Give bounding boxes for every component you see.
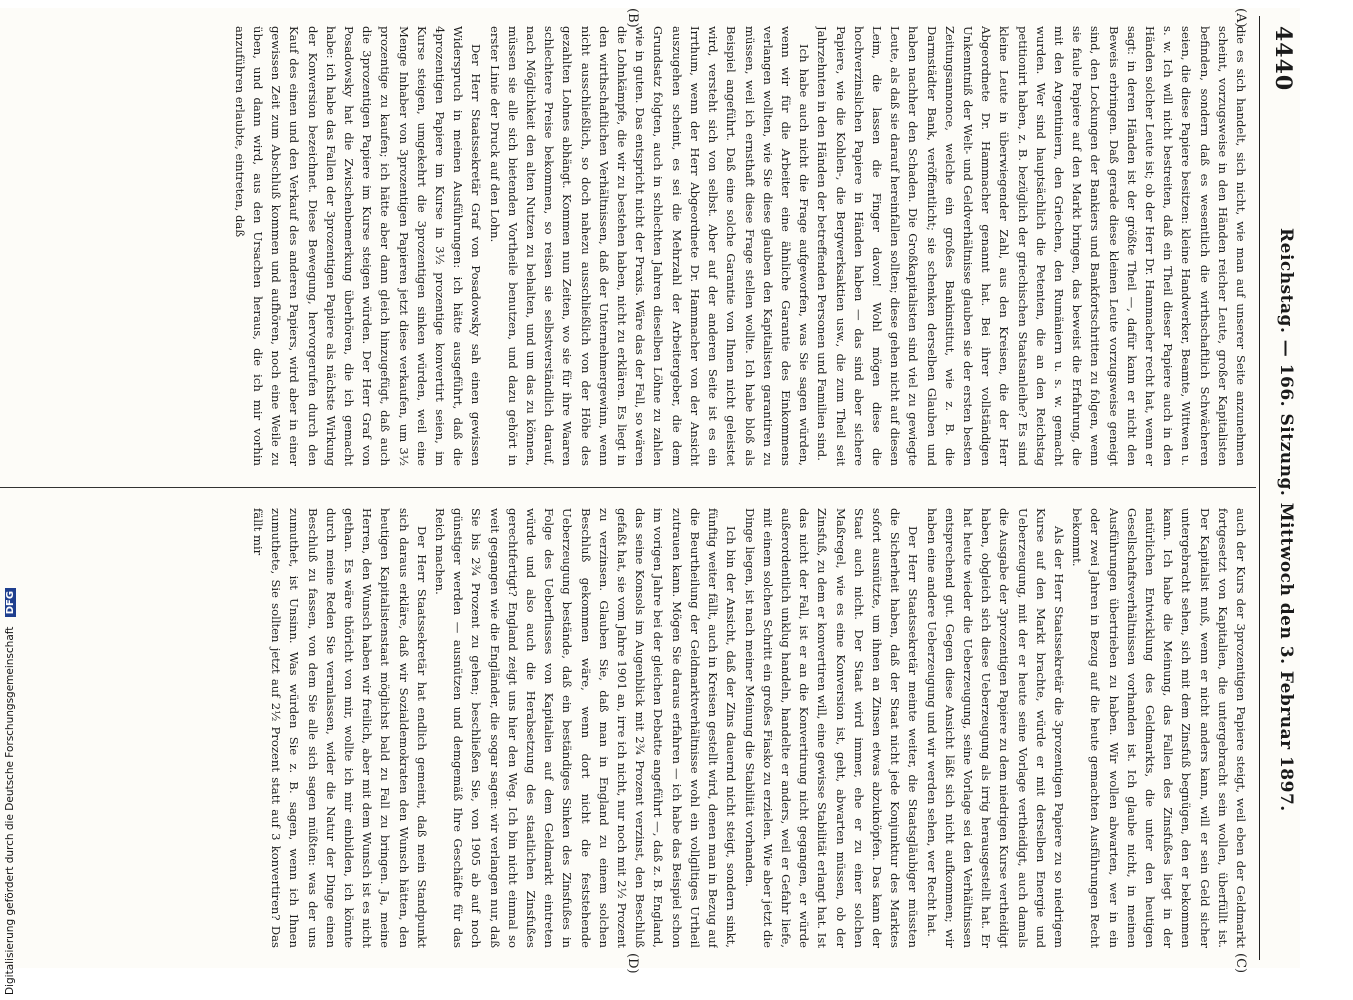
paragraph: Ich bin der Ansicht, daß der Zins dauernd nicht steigt, sondern sinkt, fünftig weiter fällt, auch in Kreisen gestellt wird, denen man in Bezug auf die Beurtheilung der Geldmarktverhältnisse wohl ein vollgiltiges Urtheil zutrauen kann. Mögen Sie daraus erfahren — ich habe das Beispiel schon im vorigen Jahre bei der gleichen Debatte angeführt —, daß z. B. England, das seine Konsols im Augenblick mit 2¾ Prozent verzinst, den Beschluß gefaßt hat, sie vom Jahre 1901 an, irre ich nicht, nur noch mit 2½ Prozent zu verzinsen. Glauben Sie, daß man in England zu einem solchen Beschluß gekommen wäre, wenn dort nicht die feststehende Ueberzeugung bestände, daß ein beständiges Sinken des Zinsfußes in Folge des Ueberflusses von Kapitalien auf dem Geldmarkt eintreten würde und also auch die Herabsetzung des staatlichen Zinsfußes gerechtfertigt? England zeigt uns hier den Weg. Ich bin nicht einmal so weit gegangen wie die Engländer, die sogar sagen: wir verlangen nur, daß Sie bis 2¾ Prozent zu gehen; beschließen Sie, von 1905 ab auf noch günstiger werden — ausnützen und demgemäß Ihre Geschäfte für das Reich machen. (433, 508, 739, 948)
margin-marker-b: (B) (625, 8, 640, 28)
document-page (0, 8, 1300, 974)
paragraph: die es sich handelt, sich nicht, wie man auf unserer Seite anzunehmen scheint, vorzugsweise in den Händen reicher Leute, großer Kapitalisten befinden, sondern daß es wesentlich die wirthschaftlich Schwächeren seien, die diese Papiere besitzen: kleine Handwerker, Beamte, Wittwen u. s. w. Ich will nicht bestreiten, daß ein Theil dieser Papiere auch in den Händen solcher Leute ist; ob der Herr Dr. Hammacher recht hat, wenn er sagt: in deren Händen ist der größte Theil —, dafür kann er nicht den Beweis erbringen. Daß gerade diese kleinen Leute vorzugsweise geneigt sind, den Lockungen der Bankiers und Bankfortschritten zu folgen, wenn sie faule Papiere auf den Markt bringen, das beweist die Erfahrung, die mit den Argentiniern, den Griechen, den Rumäniern u. s. w. gemacht wurden. Wer sind hauptsächlich die Petenten, die an den Reichstag petitionirt haben, z. B. bezüglich der griechischen Staatsanleihe? Es sind kleine Leute in überwiegender Zahl, aus den Kreisen, die der Herr Abgeordnete Dr. Hammacher genannt hat. Bei ihrer vollständigen Unkenntniß der Welt- und Geldverhältnisse glauben sie der ersten besten Zeitungsannonce, welche ein großes Bankinstitut, wie z. B. die Darmstädter Bank, veröffentlicht; sie schenken derselben Glauben und haben nachher den Schaden. Die Großkapitalisten sind viel zu gewiegte Leute, als daß sie darauf hereinfallen sollten; diese gehen nicht auf diesen Leim, die lassen die Finger davon! Wohl mögen diese die hochverzinslichen Papiere in Händen haben — das sind aber sichere Papiere, wie die Kohlen-, die Bergwerksaktien usw., die zum Theil seit Jahrzehnten in den Händen der betreffenden Personen und Familien sind. (815, 26, 1248, 466)
running-head: Reichstag. — 166. Sitzung. Mittwoch den 3. Februar 1897. (1276, 228, 1296, 812)
paragraph: Der Herr Staatssekretär meinte weiter, die Staatsgläubiger müssten die Sicherheit haben, daß der Staat nicht jede Konjunktur des Marktes sofort ausnützte, um ihnen an Zinsen etwas abzuknöpfen. Das kann der Staat auch nicht. Der Staat wird immer, ehe er zu einer solchen Maßregel, wie es eine Konversion ist, geht, abwarten müssen, ob der Zinsfuß, zu dem er konvertiren will, eine gewisse Stabilität erlangt hat. Ist das nicht der Fall, ist er an die Konvertirung nicht gegangen, er würde außerordentlich unklug handeln, handelte er anders, weil er Gefahr liefe, mit einem solchen Schritt ein großes Fiasko zu erzielen. Wie aber jetzt die Dinge liegen, ist nach meiner Meinung die Stabilität vorhanden. (742, 508, 921, 948)
header-rule (1259, 16, 1260, 960)
footer-strip (0, 0, 30, 1000)
paragraph: Ich habe auch nicht die Frage aufgeworfen, was Sie sagen würden, wenn wir für die Arbeiter eine ähnliche Garantie des Einkommens verlangen wollten, wie Sie diese glauben den Kapitalisten garantiren zu müssen, weil ich ernsthaft diese Frage stellen wollte. Ich habe bloß als Beispiel angeführt. Daß eine solche Garantie von Ihnen nicht geleistet wird, versteht sich von selbst. Aber auf der anderen Seite ist es ein Irrthum, wenn der Herr Abgeordnete Dr. Hammacher von der Ansicht auszugehen scheint, es sei die Mehrzahl der Arbeitergeber, die dem Grundsatz folgten, auch in schlechten Jahren dieselben Löhne zu zahlen wie in guten. Das entspricht nicht der Praxis. Wäre das der Fall, so wären die Lohnkämpfe, die wir zu bestehen haben, nicht zu erklären. Es liegt in den wirthschaftlichen Verhältnissen, daß der Unternehmergewinn, wenn nicht ausschließlich, so doch nahezu ausschließlich von der Höhe des gezahlten Lohnes abhängt. Kommen nun Zeiten, wo sie für ihre Waaren schlechtere Preise bekommen, so reisen sie selbstverständlich darauf, nach Möglichkeit den alten Nutzen zu behalten, und um das zu können, müssen sie alle sich bietenden Vortheile benutzen, und dazu gehört in erster Linie der Druck auf den Lohn. (487, 26, 812, 466)
margin-marker-c: (C) (1233, 953, 1248, 974)
left-column (0, 26, 1250, 466)
margin-marker-a: (A) (1233, 8, 1248, 28)
margin-marker-d: (D) (625, 953, 640, 974)
funding-note (4, 588, 16, 995)
paragraph: Als der Herr Staatssekretär die 3prozentigen Papiere zu so niedrigem Kurse auf den Markt brachte, würde er mit derselben Energie und Ueberzeugung, mit der er heute seine Vorlage vertheidigt, auch damals die Ausgabe der 3prozentigen Papiere zu dem niedrigen Kurse vertheidigt haben, obgleich sich diese Ueberzeugung als irrig herausgestellt hat. Er hat heute wieder die Ueberzeugung, seine Vorlage sei den Verhältnissen entsprechend gut. Gegen diese Ansicht läßt sich nicht aufkommen; wir haben eine andere Ueberzeugung und wir werden sehen, wer Recht hat. (924, 508, 1066, 948)
right-column (0, 508, 1250, 948)
paragraph: Der Herr Staatssekretär hat endlich gemeint, daß mein Standpunkt sich daraus erkläre, daß wir Sozialdemokraten den Wunsch hätten, den heutigen Kapitalistenstaat möglichst bald zu Fall zu bringen. Ja, meine Herren, den Wunsch haben wir freilich, aber mit dem Wunsch ist es nicht gethan. Es wäre thöricht von mir, wollte ich mir einbilden, ich könnte durch meine Reden Sie veranlassen, wider die Natur der Dinge einen Beschluß zu fassen, von dem Sie alle sich sagen müßten: was der uns zumuthet, ist Unsinn. Was würden Sie z. B. sagen, wenn ich Ihnen zumuthete, Sie sollten jetzt auf 2½ Prozent statt auf 3 konvertiren? Das fällt mir (251, 508, 429, 948)
paragraph: Der Herr Staatssekretär Graf von Posadowsky sah einen gewissen Widerspruch in meinen Ausführungen: ich hätte ausgeführt, daß die 4prozentigen Papiere im Kurse in 3½ prozentige konvertirt seien, im Kurse steigen, umgekehrt die 3prozentigen sinken würden, weil eine Menge Inhaber von 3prozentigen Papieren jetzt diese verkaufen, um 3½ prozentige zu kaufen; ich hätte aber dann gleich hinzugefügt, daß auch die 3prozentigen Papiere im Kurse steigen würden. Der Herr Graf von Posadowsky hat die Zwischenbemerkung überhören, die ich gemacht habe: ich habe das Fallen der 3prozentigen Papiere als nächste Wirkung der Konversion bezeichnet. Diese Bewegung, hervorgerufen durch den Kauf des einen und den Verkauf des anderen Papiers, wird aber in einer gewissen Zeit zum Abschluß kommen und aufhören, noch eine Weile zu üben, und dann wird, aus den Ursachen heraus, die ich mir vorhin anzuführen erlaubte, eintreten, daß (232, 26, 484, 466)
page-number: 4440 (1270, 26, 1296, 92)
paragraph: auch der Kurs der 3prozentigen Papiere steigt, weil eben der Geldmarkt fortgesetzt von Kapitalien, die untergebracht sein wollen, überfüllt ist. Der Kapitalist muß, wenn er nicht anders kann, will er sein Geld sicher untergebracht sehen, sich mit dem Zinsfuß begnügen, den er bekommen kann. Ich habe die Meinung, das Fallen des Zinsfußes liegt in der natürlichen Entwicklung des Geldmarkts, die unter den heutigen Gesellschaftsverhältnissen vorhanden ist. Ich glaube nicht, in meinen Ausführungen übertrieben zu haben. Wir wollen abwarten, wer in ein oder zwei Jahren in Bezug auf die heute gemachten Ausführungen Recht bekommt. (1070, 508, 1248, 948)
funding-text: Digitalisierung gefördert durch die Deutsche Forschungsgemeinschaft (4, 626, 16, 995)
dfg-logo: DFG (5, 588, 16, 617)
column-divider (0, 487, 1256, 488)
